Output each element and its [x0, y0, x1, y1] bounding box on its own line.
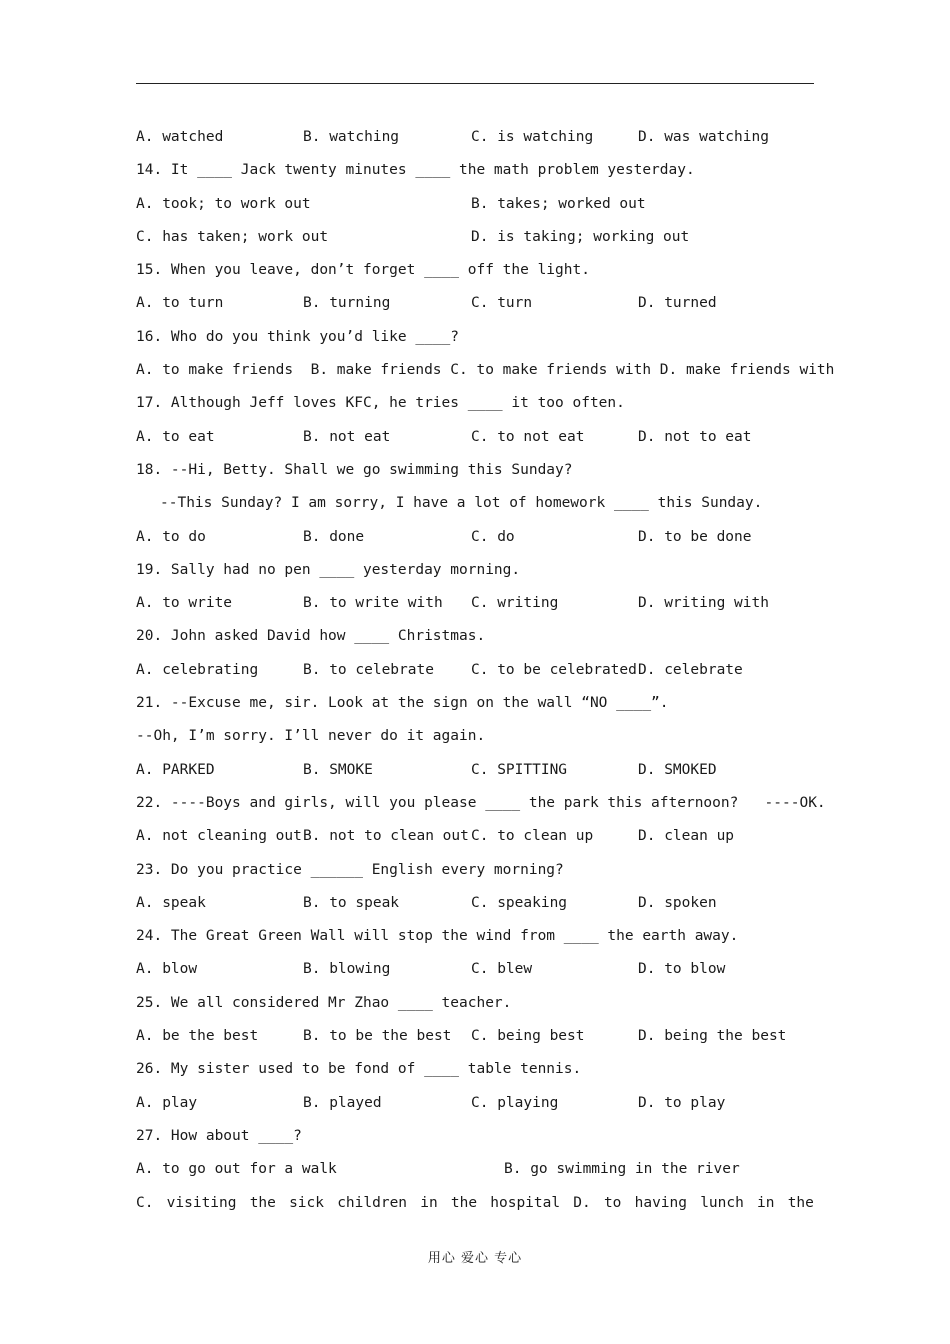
option-a: A. blow — [136, 961, 198, 978]
options-20 — [136, 657, 816, 690]
options-14-ab — [136, 191, 816, 224]
options-25 — [136, 1023, 816, 1056]
option-c: C. has taken; work out — [136, 228, 329, 245]
options-22 — [136, 823, 816, 856]
question-18-reply: --This Sunday? I am sorry, I have a lot of homework ____ this Sunday. — [160, 495, 763, 512]
word: in — [757, 1194, 775, 1211]
option-d: D. is taking; working out — [471, 228, 690, 245]
word: to — [603, 1194, 622, 1211]
question-24: 24. The Great Green Wall will stop the wind from ____ the earth away. — [136, 928, 739, 945]
question-20: 20. John asked David how ____ Christmas. — [136, 628, 486, 645]
question-18: 18. --Hi, Betty. Shall we go swimming this Sunday? — [136, 461, 573, 478]
option-a: A. watched — [136, 129, 224, 145]
option-a: A. took; to work out — [136, 195, 311, 212]
word: children — [337, 1194, 408, 1211]
option-a: A. play — [136, 1094, 198, 1111]
option-b: B. not to clean out — [303, 828, 469, 845]
options-23 — [136, 890, 816, 923]
header-rule — [136, 83, 814, 84]
question-25: 25. We all considered Mr Zhao ____ teacher. — [136, 994, 512, 1011]
option-d: D. to play — [638, 1094, 726, 1111]
word: lunch — [700, 1194, 744, 1211]
question-21-reply: --Oh, I’m sorry. I’ll never do it again. — [136, 728, 486, 745]
option-a: A. celebrating — [136, 661, 259, 678]
option-b: B. to speak — [303, 894, 400, 911]
option-c: C. SPITTING — [471, 761, 568, 778]
word: having — [634, 1194, 687, 1211]
option-a: A. to turn — [136, 295, 224, 312]
option-b: B. turning — [303, 295, 391, 312]
option-b: B. to celebrate — [303, 661, 434, 678]
word: sick — [289, 1194, 324, 1211]
exercise-text — [136, 124, 835, 1223]
option-a: A. PARKED — [136, 761, 215, 778]
question-19: 19. Sally had no pen ____ yesterday morning. — [136, 561, 521, 578]
option-a: A. to write — [136, 595, 233, 612]
option-d: D. to blow — [638, 961, 726, 978]
option-d: D. spoken — [638, 894, 717, 911]
options-16: A. to make friends B. make friends C. to make friends with D. make friends with — [136, 362, 835, 379]
option-a: A. to go out for a walk — [136, 1161, 337, 1178]
question-23: 23. Do you practice ______ English every morning? — [136, 861, 564, 878]
option-d: D. not to eat — [638, 428, 752, 445]
option-d: D. SMOKED — [638, 761, 717, 778]
question-15: 15. When you leave, don’t forget ____ off the light. — [136, 262, 590, 279]
word: the — [249, 1194, 276, 1211]
option-c: C. speaking — [471, 894, 568, 911]
option-b: B. not eat — [303, 428, 391, 445]
options-13 — [136, 124, 816, 157]
question-27: 27. How about ____? — [136, 1127, 302, 1144]
option-c: C. being best — [471, 1028, 585, 1045]
option-d: D. was watching — [638, 129, 769, 145]
option-c: C. blew — [471, 961, 533, 978]
option-b: B. to write with — [303, 595, 443, 612]
option-d: D. writing with — [638, 595, 769, 612]
option-b: B. takes; worked out — [471, 195, 646, 212]
option-d: D. to be done — [638, 528, 752, 545]
options-27-cd — [136, 1190, 814, 1223]
options-21 — [136, 757, 816, 790]
question-22: 22. ----Boys and girls, will you please ____ the park this afternoon? ----OK. — [136, 794, 826, 811]
options-19 — [136, 590, 816, 623]
question-17: 17. Although Jeff loves KFC, he tries ____ it too often. — [136, 395, 625, 412]
word: the — [787, 1194, 814, 1211]
option-d: D. being the best — [638, 1028, 787, 1045]
options-17 — [136, 424, 816, 457]
options-14-cd — [136, 224, 816, 257]
option-c: C. to clean up — [471, 828, 594, 845]
option-c: C. writing — [471, 595, 559, 612]
word: in — [420, 1194, 438, 1211]
option-c: C. playing — [471, 1094, 559, 1111]
word: hospital — [490, 1194, 561, 1211]
options-15 — [136, 290, 816, 323]
options-18 — [136, 524, 816, 557]
option-c: C. turn — [471, 295, 533, 312]
option-b: B. blowing — [303, 961, 391, 978]
question-21: 21. --Excuse me, sir. Look at the sign on the wall “NO ____”. — [136, 695, 669, 712]
option-a: A. to eat — [136, 428, 215, 445]
question-14: 14. It ____ Jack twenty minutes ____ the math problem yesterday. — [136, 162, 695, 179]
page-footer: 用心 爱心 专心 — [427, 1251, 523, 1266]
option-a: A. be the best — [136, 1028, 259, 1045]
option-b: B. watching — [303, 129, 400, 145]
word: C. — [136, 1194, 154, 1211]
question-26: 26. My sister used to be fond of ____ table tennis. — [136, 1061, 582, 1078]
options-24 — [136, 956, 816, 989]
option-b: B. SMOKE — [303, 761, 373, 778]
option-a: A. to do — [136, 528, 206, 545]
word: visiting — [166, 1194, 237, 1211]
option-a: A. speak — [136, 894, 206, 911]
option-b: B. go swimming in the river — [504, 1161, 740, 1178]
options-27-ab — [136, 1156, 816, 1189]
option-c: C. to be celebrated — [471, 661, 637, 678]
question-16: 16. Who do you think you’d like ____? — [136, 328, 460, 345]
option-d: D. clean up — [638, 828, 735, 845]
option-b: B. played — [303, 1094, 382, 1111]
option-d: D. celebrate — [638, 661, 743, 678]
option-c: C. to not eat — [471, 428, 585, 445]
option-c: C. is watching — [471, 129, 594, 145]
option-c: C. do — [471, 528, 515, 545]
option-b: B. done — [303, 528, 365, 545]
option-b: B. to be the best — [303, 1028, 452, 1045]
word: D. — [573, 1194, 591, 1211]
option-d: D. turned — [638, 295, 717, 312]
options-26 — [136, 1090, 816, 1123]
option-a: A. not cleaning out — [136, 828, 302, 845]
word: the — [450, 1194, 478, 1211]
